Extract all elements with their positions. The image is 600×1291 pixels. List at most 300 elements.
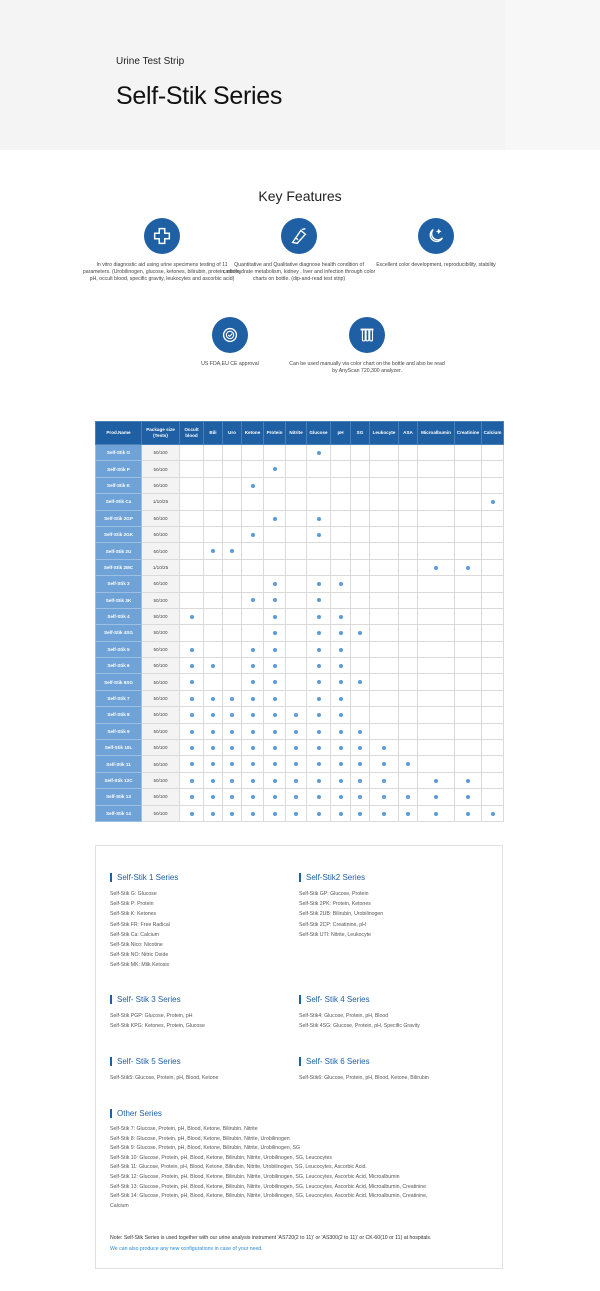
parameter-cell [455, 641, 482, 657]
parameter-cell [455, 592, 482, 608]
parameter-cell [399, 494, 418, 510]
parameter-cell [482, 789, 504, 805]
column-header: Leukocyte [370, 422, 399, 445]
parameter-cell [264, 608, 286, 624]
included-dot-icon [230, 730, 234, 734]
parameter-cell [180, 526, 204, 542]
parameter-cell [482, 592, 504, 608]
parameter-cell [242, 592, 264, 608]
parameter-cell [286, 641, 307, 657]
included-dot-icon [339, 762, 343, 766]
column-header: Calcium [482, 422, 504, 445]
sparkle-icon [418, 218, 454, 254]
parameter-cell [180, 756, 204, 772]
parameter-cell [242, 707, 264, 723]
parameter-cell [418, 756, 455, 772]
parameter-cell [307, 592, 331, 608]
table-row [96, 477, 504, 493]
parameter-cell [418, 674, 455, 690]
parameter-cell [418, 543, 455, 559]
parameter-cell [370, 510, 399, 526]
parameter-cell [370, 608, 399, 624]
included-dot-icon [466, 779, 470, 783]
parameter-cell [331, 461, 351, 477]
included-dot-icon [251, 762, 255, 766]
parameter-cell [482, 625, 504, 641]
parameter-cell [351, 526, 370, 542]
parameter-cell [370, 789, 399, 805]
parameter-cell [286, 494, 307, 510]
included-dot-icon [358, 631, 362, 635]
included-dot-icon [273, 582, 277, 586]
parameter-cell [418, 608, 455, 624]
series-title: Self- Stik 4 Series [299, 995, 499, 1004]
parameter-cell [351, 576, 370, 592]
parameter-cell [286, 510, 307, 526]
parameter-cell [180, 772, 204, 788]
product-name-cell: Self-Stik 11 [96, 756, 142, 772]
parameter-cell [370, 461, 399, 477]
parameter-cell [370, 576, 399, 592]
included-dot-icon [434, 566, 438, 570]
column-header: Nitrite [286, 422, 307, 445]
series-list-item: Self-Stik 10: Glucose, Protein, pH, Blood, Ketone, Bilirubin, Nitrite, Urobilinogen, SG, Leucocytes [110, 1154, 333, 1161]
parameter-cell [482, 494, 504, 510]
parameter-cell [180, 510, 204, 526]
parameter-cell [455, 445, 482, 461]
included-dot-icon [466, 566, 470, 570]
included-dot-icon [273, 648, 277, 652]
parameter-cell [223, 690, 242, 706]
parameter-cell [399, 641, 418, 657]
parameter-cell [307, 723, 331, 739]
parameter-cell [223, 789, 242, 805]
parameter-cell [418, 740, 455, 756]
included-dot-icon [273, 680, 277, 684]
package-size-cell: 50/100 [142, 772, 180, 788]
parameter-cell [223, 674, 242, 690]
included-dot-icon [434, 795, 438, 799]
series-list-item: Self-Stik 13: Glucose, Protein, pH, Blood, Ketone, Bilirubin, Nitrite, Urobilinogen, SG, Leucocytes, Ascorbic Acid, Microalbumin, Creatinine [110, 1183, 427, 1190]
product-name-cell: Self-Stik 14 [96, 805, 142, 821]
parameter-cell [264, 674, 286, 690]
parameter-cell [418, 641, 455, 657]
parameter-cell [180, 641, 204, 657]
table-row [96, 461, 504, 477]
parameter-cell [482, 740, 504, 756]
package-size-cell: 50/100 [142, 674, 180, 690]
parameter-cell [307, 526, 331, 542]
package-size-cell: 1/10/25 [142, 494, 180, 510]
table-row [96, 510, 504, 526]
parameter-cell [180, 740, 204, 756]
parameter-cell [418, 690, 455, 706]
included-dot-icon [358, 730, 362, 734]
parameter-cell [331, 707, 351, 723]
parameter-cell [331, 805, 351, 821]
parameter-cell [242, 772, 264, 788]
parameter-cell [264, 576, 286, 592]
parameter-cell [482, 674, 504, 690]
series-panel [95, 845, 503, 1269]
included-dot-icon [317, 697, 321, 701]
table-row [96, 740, 504, 756]
parameter-cell [264, 625, 286, 641]
parameter-cell [223, 592, 242, 608]
parameter-cell [370, 756, 399, 772]
parameter-cell [242, 461, 264, 477]
parameter-cell [286, 526, 307, 542]
series-list [110, 1073, 290, 1083]
parameter-cell [331, 559, 351, 575]
included-dot-icon [466, 795, 470, 799]
parameter-cell [351, 756, 370, 772]
parameter-cell [331, 576, 351, 592]
package-size-cell: 1/10/25 [142, 559, 180, 575]
parameter-cell [242, 789, 264, 805]
feature-item [356, 218, 516, 269]
series-list-item: Self-Stik GP: Glucose, Protein [299, 891, 369, 897]
column-header: Bili [204, 422, 223, 445]
included-dot-icon [273, 746, 277, 750]
parameter-cell [180, 707, 204, 723]
included-dot-icon [190, 697, 194, 701]
parameter-cell [204, 756, 223, 772]
included-dot-icon [317, 746, 321, 750]
included-dot-icon [294, 730, 298, 734]
column-header: Creatinine [455, 422, 482, 445]
parameter-cell [242, 658, 264, 674]
parameter-cell [351, 723, 370, 739]
feature-text: US FDA,EU CE approval [201, 361, 259, 367]
included-dot-icon [317, 713, 321, 717]
parameter-cell [223, 740, 242, 756]
included-dot-icon [294, 812, 298, 816]
parameter-cell [331, 477, 351, 493]
included-dot-icon [294, 779, 298, 783]
parameter-cell [242, 805, 264, 821]
parameter-cell [286, 723, 307, 739]
parameter-cell [482, 690, 504, 706]
parameter-cell [242, 690, 264, 706]
included-dot-icon [358, 795, 362, 799]
included-dot-icon [358, 746, 362, 750]
included-dot-icon [211, 697, 215, 701]
parameter-cell [204, 805, 223, 821]
parameter-cell [286, 789, 307, 805]
parameter-cell [482, 658, 504, 674]
parameter-cell [264, 559, 286, 575]
included-dot-icon [466, 812, 470, 816]
product-name-cell: Self-Stik 13 [96, 789, 142, 805]
parameter-cell [399, 477, 418, 493]
included-dot-icon [273, 762, 277, 766]
parameter-cell [331, 641, 351, 657]
parameter-cell [307, 756, 331, 772]
parameter-cell [399, 805, 418, 821]
product-name-cell: Self-Stik 10L [96, 740, 142, 756]
parameter-cell [307, 445, 331, 461]
parameter-cell [418, 707, 455, 723]
included-dot-icon [211, 664, 215, 668]
included-dot-icon [382, 746, 386, 750]
parameter-cell [307, 674, 331, 690]
series-list-item: Self-Stik6: Glucose, Protein, pH, Blood, Ketone, Bilirubin [299, 1075, 429, 1081]
parameter-cell [286, 658, 307, 674]
parameter-cell [223, 576, 242, 592]
included-dot-icon [339, 648, 343, 652]
parameter-cell [418, 723, 455, 739]
approval-seal-icon [212, 317, 248, 353]
included-dot-icon [317, 680, 321, 684]
included-dot-icon [251, 533, 255, 537]
product-name-cell: Self-Stik 4SG [96, 625, 142, 641]
parameter-cell [242, 445, 264, 461]
parameter-cell [455, 576, 482, 592]
parameter-cell [204, 641, 223, 657]
parameter-cell [180, 658, 204, 674]
included-dot-icon [339, 795, 343, 799]
package-size-cell: 50/100 [142, 658, 180, 674]
parameter-cell [399, 658, 418, 674]
parameter-cell [482, 559, 504, 575]
test-strip-icon [281, 218, 317, 254]
column-header: Prod.Name [96, 422, 142, 445]
parameter-cell [482, 543, 504, 559]
parameter-cell [242, 526, 264, 542]
parameter-cell [242, 576, 264, 592]
parameter-cell [204, 789, 223, 805]
included-dot-icon [273, 615, 277, 619]
series-title: Self-Stik2 Series [299, 873, 499, 882]
series-list [299, 889, 499, 940]
parameter-cell [351, 608, 370, 624]
product-name-cell: Self-Stik 2GK [96, 526, 142, 542]
parameter-cell [242, 723, 264, 739]
series-list-item: Self-Stik P: Protein [110, 901, 154, 908]
parameter-cell [180, 789, 204, 805]
parameter-cell [455, 789, 482, 805]
parameter-cell [242, 494, 264, 510]
parameter-cell [482, 641, 504, 657]
series-list-item: Self-Stik 2UB: Bilirubin, Urobilinogen [299, 911, 384, 918]
parameter-cell [286, 707, 307, 723]
product-name-cell: Self-Stik 3 [96, 576, 142, 592]
parameter-cell [242, 674, 264, 690]
parameter-cell [370, 641, 399, 657]
product-name-cell: Self-Stik 2GP [96, 510, 142, 526]
table-row [96, 445, 504, 461]
parameter-cell [307, 608, 331, 624]
parameter-cell [180, 445, 204, 461]
included-dot-icon [317, 779, 321, 783]
parameter-cell [370, 674, 399, 690]
parameter-cell [399, 510, 418, 526]
series-list-item: Self-Stik 14: Glucose, Protein, pH, Blood, Ketone, Bilirubin, Nitrite, Urobilinogen, SG, Leucocytes, Ascorbic Acid, Microalbumin, Creatinine, [110, 1193, 428, 1200]
parameter-cell [331, 723, 351, 739]
included-dot-icon [339, 713, 343, 717]
parameter-cell [370, 494, 399, 510]
included-dot-icon [294, 762, 298, 766]
product-name-cell: Self-Stik 5 [96, 641, 142, 657]
parameter-cell [264, 445, 286, 461]
parameter-cell [204, 707, 223, 723]
parameter-cell [331, 608, 351, 624]
parameter-cell [455, 805, 482, 821]
page-title: Self-Stik Series [116, 82, 283, 110]
included-dot-icon [190, 795, 194, 799]
parameter-cell [223, 559, 242, 575]
parameter-cell [307, 461, 331, 477]
parameter-cell [286, 625, 307, 641]
parameter-cell [331, 543, 351, 559]
included-dot-icon [190, 730, 194, 734]
included-dot-icon [190, 615, 194, 619]
series-list-item: Self-Stik Ca: Calcium [110, 931, 160, 938]
parameter-cell [264, 494, 286, 510]
parameter-cell [418, 658, 455, 674]
parameter-cell [264, 756, 286, 772]
parameter-cell [242, 510, 264, 526]
parameter-cell [286, 445, 307, 461]
included-dot-icon [294, 795, 298, 799]
parameter-cell [180, 461, 204, 477]
included-dot-icon [190, 812, 194, 816]
note-highlight: We can also produce any new configurations in case of your need. [110, 1245, 263, 1252]
parameter-cell [351, 707, 370, 723]
included-dot-icon [251, 598, 255, 602]
package-size-cell: 50/100 [142, 592, 180, 608]
series-title: Other Series [110, 1109, 495, 1118]
series-section-5 [110, 1057, 290, 1083]
parameter-cell [307, 477, 331, 493]
included-dot-icon [317, 730, 321, 734]
product-name-cell: Self-Stik 4 [96, 608, 142, 624]
included-dot-icon [339, 697, 343, 701]
series-list-item: Self-Stik Nico: Nicotine [110, 942, 163, 949]
parameter-cell [418, 805, 455, 821]
parameter-cell [180, 543, 204, 559]
parameter-cell [482, 756, 504, 772]
included-dot-icon [190, 648, 194, 652]
included-dot-icon [382, 795, 386, 799]
parameter-cell [370, 592, 399, 608]
package-size-cell: 50/100 [142, 477, 180, 493]
package-size-cell: 50/100 [142, 608, 180, 624]
series-list-item: Self-Stik5: Glucose, Protein, pH, Blood, Ketone [110, 1075, 219, 1081]
parameter-cell [351, 445, 370, 461]
series-list [299, 1011, 499, 1031]
parameter-cell [204, 690, 223, 706]
table-row [96, 690, 504, 706]
parameter-cell [482, 510, 504, 526]
included-dot-icon [317, 533, 321, 537]
included-dot-icon [190, 762, 194, 766]
parameter-cell [223, 543, 242, 559]
parameter-cell [264, 772, 286, 788]
parameter-cell [180, 723, 204, 739]
product-name-cell: Self-Stik 6 [96, 658, 142, 674]
parameter-cell [351, 461, 370, 477]
parameter-cell [204, 494, 223, 510]
parameter-cell [204, 526, 223, 542]
parameter-cell [351, 805, 370, 821]
package-size-cell: 50/100 [142, 756, 180, 772]
feature-item [219, 218, 379, 284]
table-row [96, 805, 504, 821]
parameter-cell [223, 526, 242, 542]
included-dot-icon [317, 762, 321, 766]
parameter-cell [331, 494, 351, 510]
parameter-cell [351, 772, 370, 788]
package-size-cell: 50/100 [142, 543, 180, 559]
parameter-cell [351, 559, 370, 575]
parameter-cell [351, 674, 370, 690]
included-dot-icon [491, 812, 495, 816]
table-body [96, 445, 504, 822]
parameter-cell [286, 674, 307, 690]
package-size-cell: 50/100 [142, 805, 180, 821]
series-list-item: Self-Stik G: Glucose [110, 891, 157, 897]
included-dot-icon [382, 779, 386, 783]
included-dot-icon [294, 746, 298, 750]
package-size-cell: 50/100 [142, 625, 180, 641]
package-size-cell: 50/100 [142, 707, 180, 723]
parameter-cell [307, 740, 331, 756]
feature-text: Quantitative and Qualitative diagnose health condition of carbohydrate metabolism, kidney , liver and infection through color charts on bottle. (dip-and-read test strip) [222, 262, 376, 283]
parameter-cell [180, 477, 204, 493]
parameter-cell [351, 543, 370, 559]
parameter-cell [351, 690, 370, 706]
parameter-cell [399, 740, 418, 756]
included-dot-icon [434, 779, 438, 783]
parameter-cell [307, 543, 331, 559]
product-name-cell: Self-Stik 7 [96, 690, 142, 706]
parameter-cell [331, 690, 351, 706]
parameter-cell [418, 477, 455, 493]
parameter-cell [351, 510, 370, 526]
parameter-cell [370, 805, 399, 821]
parameter-cell [286, 772, 307, 788]
series-list-item: Self-Stik 7: Glucose, Protein, pH, Blood, Ketone, Bilirubin, Nitrite [110, 1126, 258, 1132]
parameter-cell [264, 477, 286, 493]
parameter-cell [180, 625, 204, 641]
parameter-cell [482, 723, 504, 739]
included-dot-icon [190, 713, 194, 717]
parameter-cell [264, 461, 286, 477]
parameter-cell [455, 772, 482, 788]
header-side-panel [505, 0, 600, 150]
parameter-cell [204, 461, 223, 477]
column-header: Microalbumin [418, 422, 455, 445]
series-list-item: Self-Stik4: Glucose, Protein, pH, Blood [299, 1013, 389, 1019]
parameter-cell [204, 592, 223, 608]
parameter-cell [286, 559, 307, 575]
parameter-cell [223, 461, 242, 477]
package-size-cell: 50/100 [142, 526, 180, 542]
column-header: ASA [399, 422, 418, 445]
included-dot-icon [317, 517, 321, 521]
included-dot-icon [491, 500, 495, 504]
parameter-cell [399, 789, 418, 805]
parameter-cell [331, 740, 351, 756]
parameter-cell [180, 608, 204, 624]
included-dot-icon [294, 713, 298, 717]
product-name-cell: Self-Stik 6SG [96, 674, 142, 690]
included-dot-icon [230, 779, 234, 783]
parameter-cell [455, 477, 482, 493]
product-name-cell: Self-Stik K [96, 477, 142, 493]
